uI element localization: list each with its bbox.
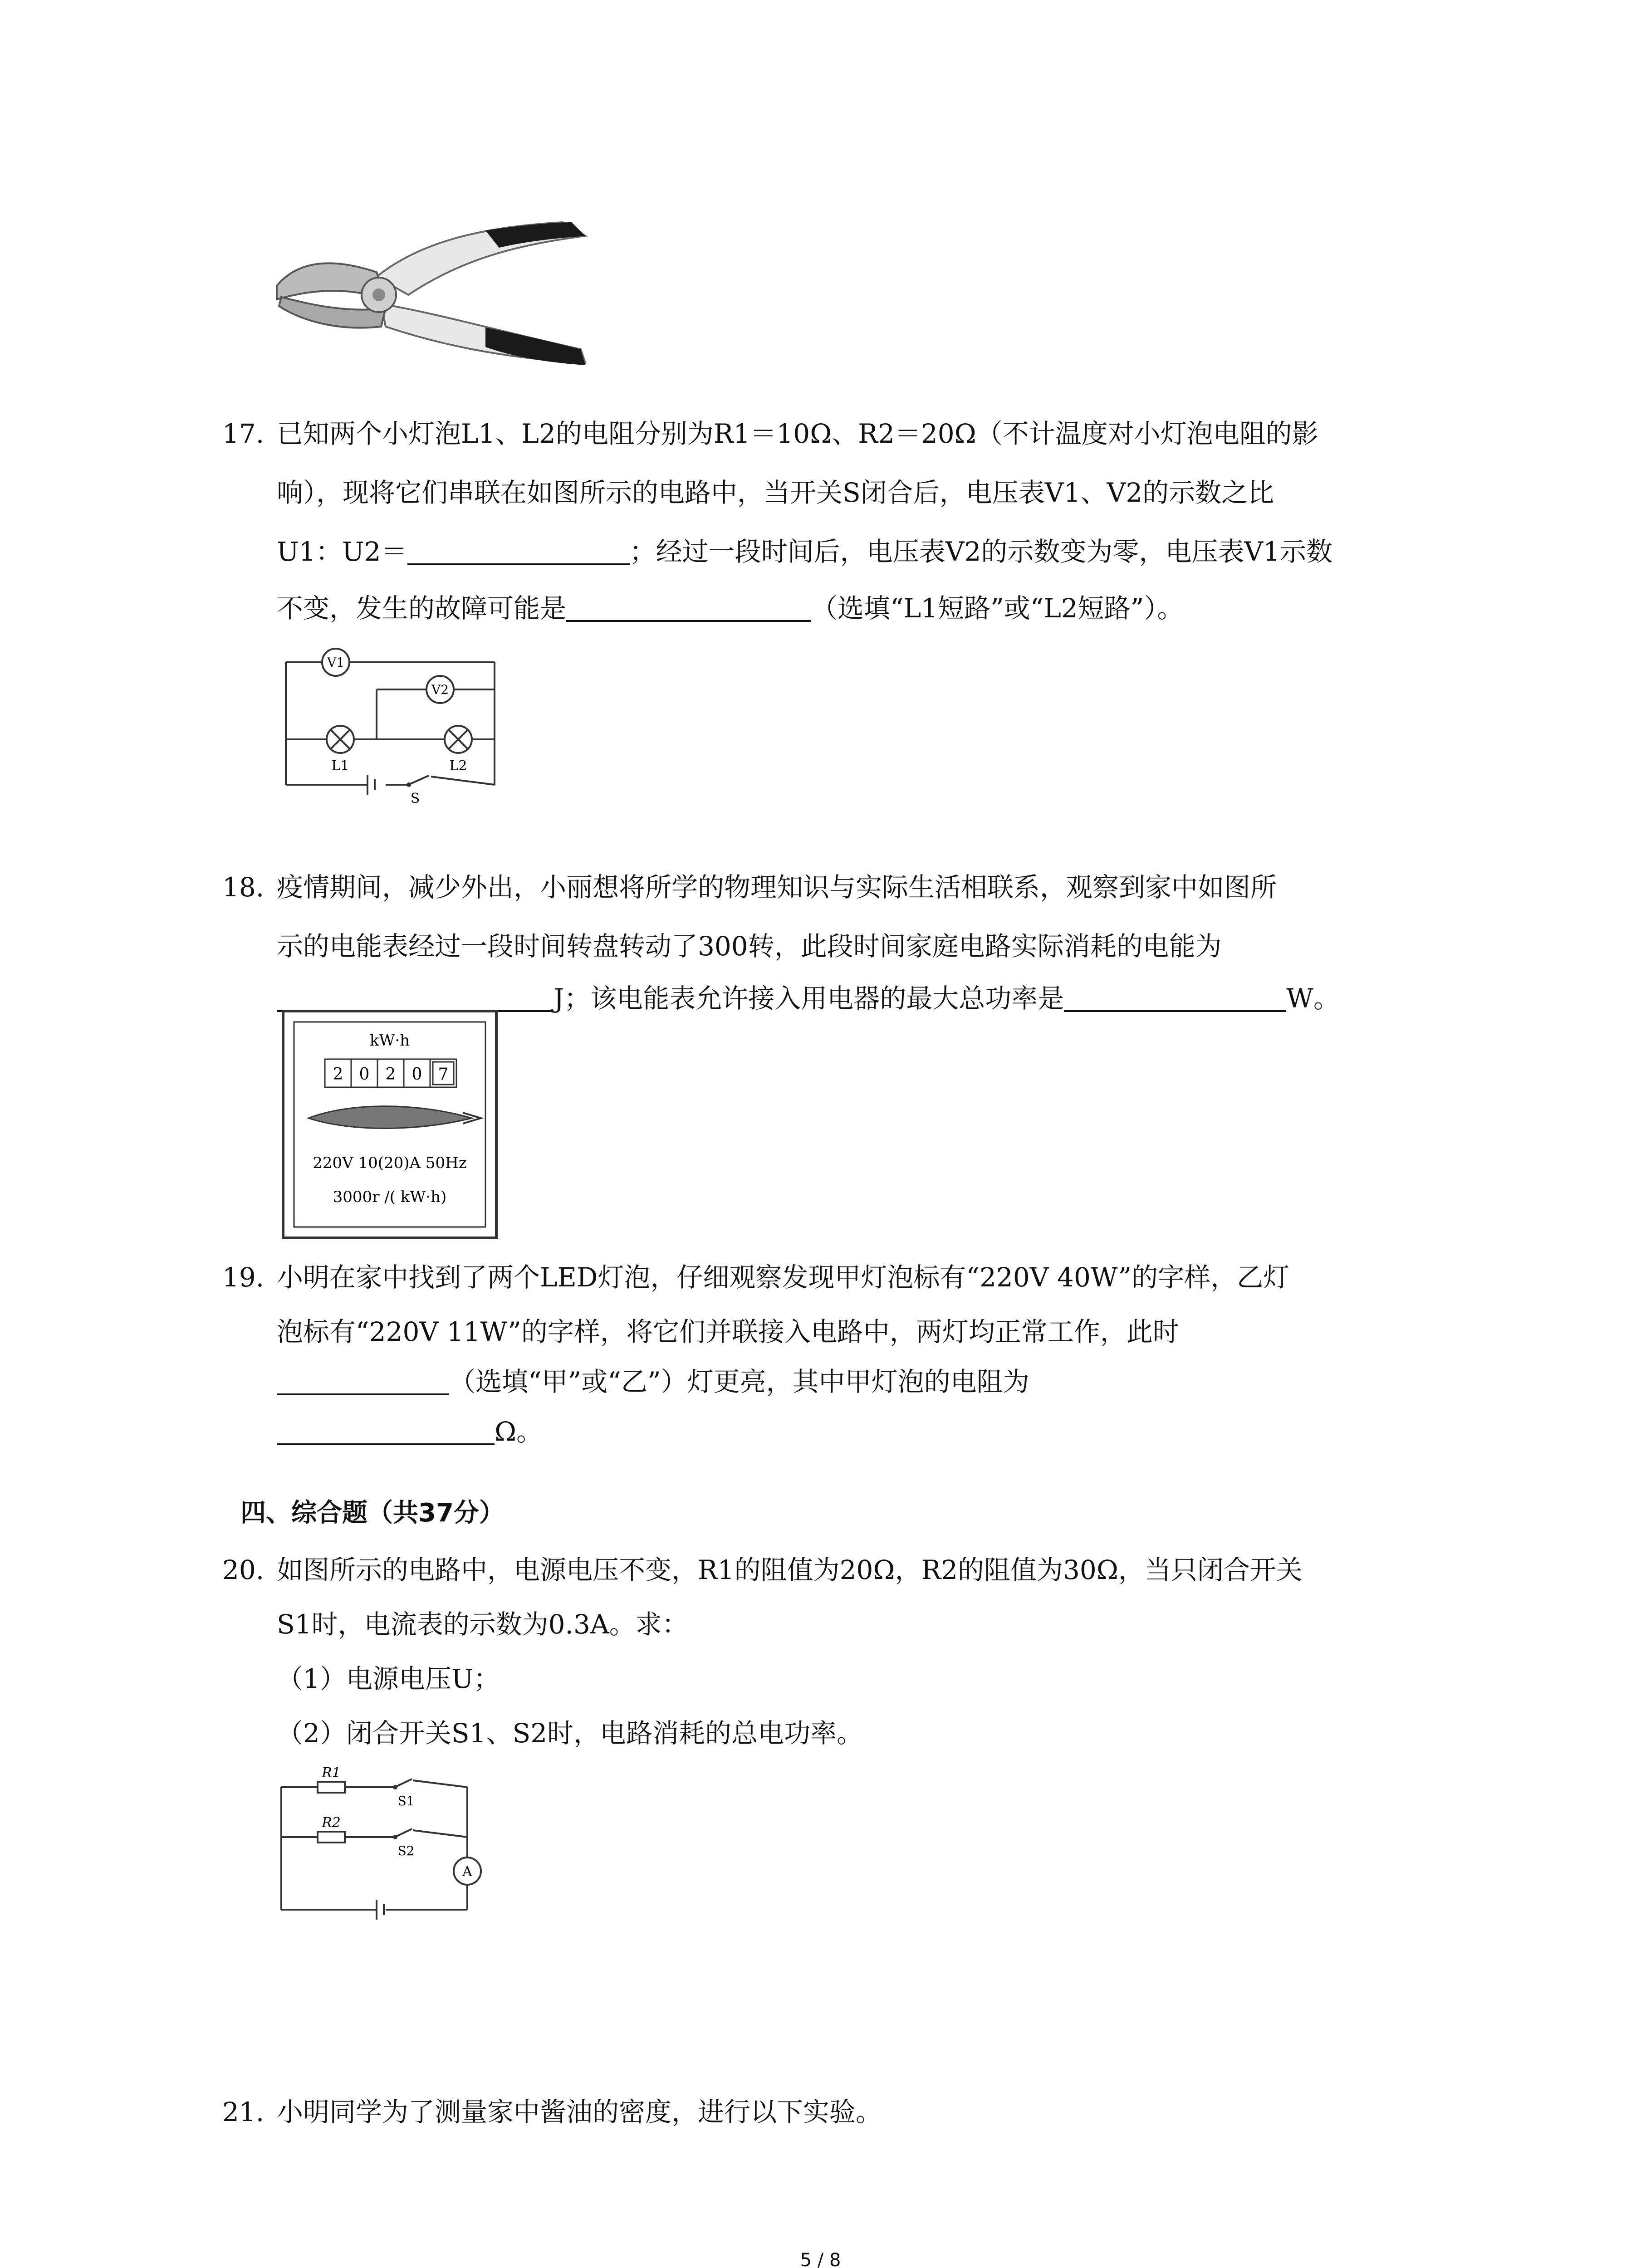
q17-blank1[interactable]	[407, 536, 630, 565]
q17-fig-l1: L1	[331, 758, 349, 774]
q19-blank1[interactable]	[277, 1366, 449, 1395]
meter-digit-3: 2	[385, 1065, 396, 1084]
q20-fig-s1: S1	[397, 1794, 415, 1809]
meter-digit-2: 0	[359, 1065, 370, 1084]
q20-number: 20.	[222, 1554, 265, 1585]
electric-meter-diagram	[281, 1009, 499, 1241]
q17-number: 17.	[222, 418, 265, 449]
q20-line2: S1时，电流表的示数为0.3A。求：	[277, 1609, 688, 1640]
section-4-heading: 四、综合题（共37分）	[240, 1498, 505, 1528]
meter-spec1: 220V 10(20)A 50Hz	[313, 1154, 467, 1172]
q19-line2: 泡标有“220V 11W”的字样，将它们并联接入电路中，两灯均正常工作，此时	[277, 1316, 1179, 1347]
q21-number: 21.	[222, 2097, 265, 2127]
q17-line2: 响），现将它们串联在如图所示的电路中，当开关S闭合后，电压表V1、V2的示数之比	[277, 477, 1274, 508]
q17-fig-l2: L2	[449, 758, 467, 774]
q20-fig-s2: S2	[397, 1843, 415, 1858]
q21-line1: 小明同学为了测量家中酱油的密度，进行以下实验。	[277, 2097, 882, 2127]
meter-spec2: 3000r /( kW·h)	[333, 1188, 447, 1206]
q17-line4a: 不变，发生的故障可能是	[277, 593, 567, 624]
q19-line4: Ω。	[495, 1416, 543, 1447]
q20-fig-ammeter: A	[462, 1864, 472, 1880]
meter-digit-1: 2	[333, 1065, 343, 1084]
q18-number: 18.	[222, 872, 265, 903]
q17-line3a: U1：U2＝	[277, 536, 407, 567]
meter-digit-4: 0	[411, 1065, 422, 1084]
q19-blank2[interactable]	[277, 1416, 495, 1445]
meter-unit: kW·h	[369, 1031, 410, 1050]
q17-line1: 已知两个小灯泡L1、L2的电阻分别为R1＝10Ω、R2＝20Ω（不计温度对小灯泡电阻的影	[277, 418, 1318, 449]
q20-fig-r2: R2	[322, 1815, 341, 1831]
page-number: 5 / 8	[800, 2250, 841, 2268]
q20-circuit-diagram	[272, 1760, 499, 1928]
q18-line3b: W。	[1286, 983, 1340, 1014]
q19-line1: 小明在家中找到了两个LED灯泡，仔细观察发现甲灯泡标有“220V 40W”的字样，乙灯	[277, 1262, 1290, 1293]
meter-digit-5: 7	[438, 1065, 449, 1084]
q20-fig-r1: R1	[322, 1765, 341, 1781]
q20-line1: 如图所示的电路中，电源电压不变，R1的阻值为20Ω，R2的阻值为30Ω，当只闭合开关	[277, 1554, 1303, 1585]
q17-fig-v1: V1	[327, 655, 345, 670]
q20-line4: （2）闭合开关S1、S2时，电路消耗的总电功率。	[277, 1718, 863, 1749]
q17-blank2[interactable]	[566, 593, 811, 622]
q17-fig-v2: V2	[431, 682, 449, 697]
q17-line3b: ；经过一段时间后，电压表V2的示数变为零，电压表V1示数	[629, 536, 1333, 567]
q18-line2: 示的电能表经过一段时间转盘转动了300转，此段时间家庭电路实际消耗的电能为	[277, 931, 1222, 962]
pliers-image	[272, 209, 599, 372]
q19-line3: （选填“甲”或“乙”）灯更亮，其中甲灯泡的电阻为	[449, 1366, 1029, 1397]
q18-blank2[interactable]	[1064, 983, 1286, 1012]
q19-number: 19.	[222, 1262, 265, 1293]
q17-line4b: （选填“L1短路”或“L2短路”）。	[811, 593, 1184, 624]
q18-line1: 疫情期间，减少外出，小丽想将所学的物理知识与实际生活相联系，观察到家中如图所	[277, 872, 1277, 903]
q20-line3: （1）电源电压U；	[277, 1663, 500, 1694]
q17-fig-s: S	[410, 791, 420, 807]
q18-blank1[interactable]	[277, 983, 554, 1012]
q18-line3a: J；该电能表允许接入用电器的最大总功率是	[554, 983, 1064, 1014]
q17-circuit-diagram	[277, 644, 504, 807]
